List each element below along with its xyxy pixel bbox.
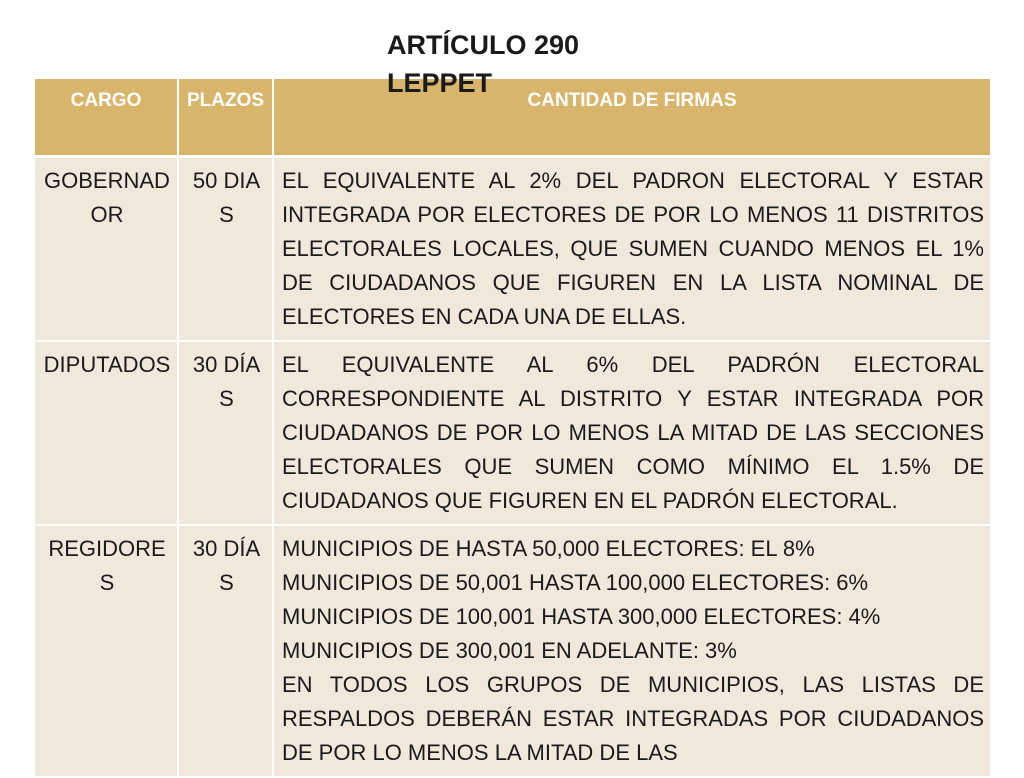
table-row bbox=[35, 342, 990, 526]
cell-plazo: 30 DÍAS bbox=[179, 526, 274, 778]
municipio-tier-line: MUNICIPIOS DE 50,001 HASTA 100,000 ELECTORES: 6% bbox=[282, 570, 869, 595]
header-cantidad-de-firmas: CANTIDAD DE FIRMAS bbox=[274, 79, 990, 158]
cell-cantidad: EL EQUIVALENTE AL 6% DEL PADRÓN ELECTORAL CORRESPONDIENTE AL DISTRITO Y ESTAR INTEGRADA POR CIUDADANOS DE POR LO MENOS LA MITAD DE LAS SECCIONES ELECTORALES QUE SUMEN COMO MÍNIMO EL 1.5% DE CIUDADANOS QUE FIGUREN EN EL PADRÓN ELECTORAL. bbox=[274, 342, 990, 526]
cell-cargo: REGIDORES bbox=[35, 526, 179, 778]
header-plazos: PLAZOS bbox=[179, 79, 274, 158]
municipio-tier-line: MUNICIPIOS DE 300,001 EN ADELANTE: 3% bbox=[282, 638, 737, 663]
municipio-tier-line: MUNICIPIOS DE HASTA 50,000 ELECTORES: EL 8% bbox=[282, 536, 815, 561]
cell-plazo: 50 DIAS bbox=[179, 158, 274, 342]
signatures-table bbox=[35, 79, 990, 778]
table-row bbox=[35, 526, 990, 778]
cell-cantidad: EL EQUIVALENTE AL 2% DEL PADRON ELECTORAL Y ESTAR INTEGRADA POR ELECTORES DE POR LO MENOS 11 DISTRITOS ELECTORALES LOCALES, QUE SUMEN CUANDO MENOS EL 1% DE CIUDADANOS QUE FIGUREN EN LA LISTA NOMINAL DE ELECTORES EN CADA UNA DE ELLAS. bbox=[274, 158, 990, 342]
municipio-tier-line: MUNICIPIOS DE 100,001 HASTA 300,000 ELECTORES: 4% bbox=[282, 604, 881, 629]
cell-plazo: 30 DÍAS bbox=[179, 342, 274, 526]
page-title: ARTÍCULO 290 LEPPET bbox=[387, 30, 580, 98]
municipio-note: EN TODOS LOS GRUPOS DE MUNICIPIOS, LAS LISTAS DE RESPALDOS DEBERÁN ESTAR INTEGRADAS POR CIUDADANOS DE POR LO MENOS LA MITAD DE LAS bbox=[282, 672, 984, 765]
table-row bbox=[35, 158, 990, 342]
cell-cantidad bbox=[274, 526, 990, 778]
cell-cargo: DIPUTADOS bbox=[35, 342, 179, 526]
cell-cargo: GOBERNADOR bbox=[35, 158, 179, 342]
header-cargo: CARGO bbox=[35, 79, 179, 158]
